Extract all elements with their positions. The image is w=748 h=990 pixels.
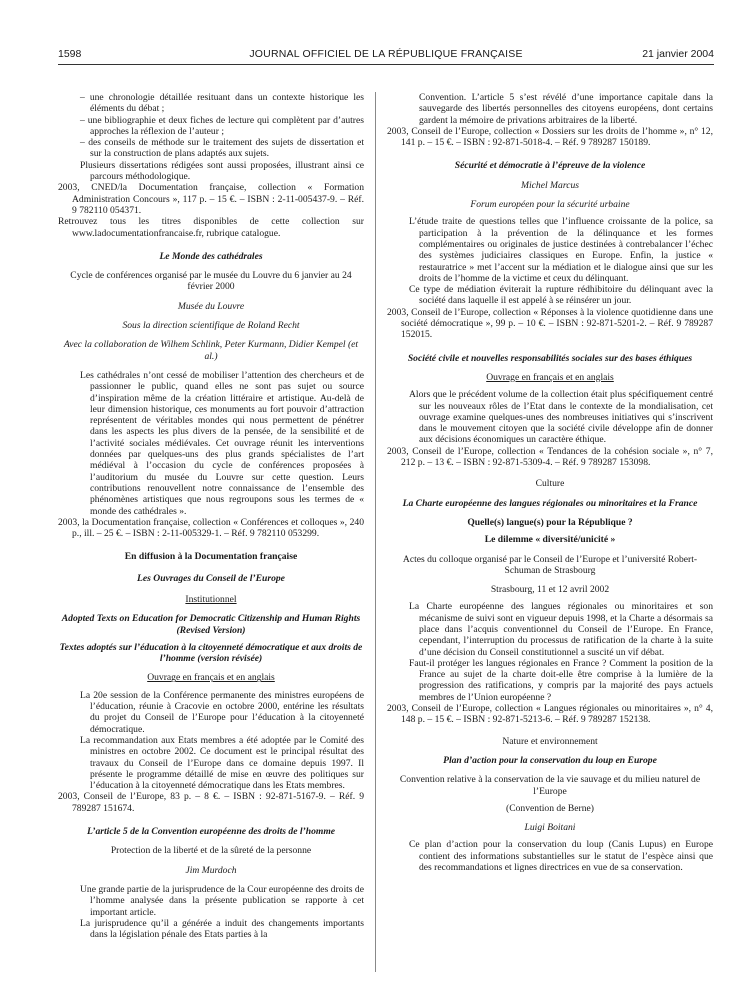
column-divider bbox=[375, 92, 376, 972]
bullet-item: – des conseils de méthode sur le traitement des sujets de dissertation et sur la construction de plans adaptés aux sujets. bbox=[80, 137, 364, 160]
book-subtitle: Cycle de conférences organisé par le musée du Louvre du 6 janvier au 24 février 2000 bbox=[70, 270, 352, 293]
book-subtitle: Protection de la liberté et de la sûreté de la personne bbox=[110, 845, 312, 857]
body-paragraph: Faut-il protéger les langues régionales en France ? Comment la position de la France au sujet de la charte doit-elle être comprise à la lumière de la progression des ratifications, y compris par la majorité des pays actuels membres de l’Union européenne ? bbox=[409, 657, 713, 703]
language-note: Ouvrage en français et en anglais bbox=[486, 371, 614, 383]
language-note: Ouvrage en français et en anglais bbox=[147, 672, 275, 684]
book-subtitle: Le dilemme « diversité/unicité » bbox=[484, 534, 616, 546]
body-paragraph: Une grande partie de la jurisprudence de la Cour européenne des droits de l’homme analysée dans la présente publication se rapporte à cet important article. bbox=[80, 883, 364, 918]
book-title: L’article 5 de la Convention européenne des droits de l’homme bbox=[86, 826, 336, 838]
body-paragraph: Les cathédrales n’ont cessé de mobiliser l’attention des chercheurs et de passionner le public, quand elles ne sont pas sujet ou source d’inspiration même de la création littéraire et artistique. Au-delà de leur dimension historique, ces monuments au fort pouvoir d’attraction représentent de véritables mondes qui nous permettent de pénétrer dans les aspects les plus divers de la pensée, de la sensibilité et de l’activité sociales médiévales. Cet ouvrage réunit les interventions données par quelques-uns des plus grands spécialistes de l’art médiéval à l’occasion du cycle de conférences proposées à l’auditorium du musée du Louvre sur cette question. Leurs contributions renouvellent notre connaissance de l’ensemble des phénomènes artistiques que nous regroupons sous les termes de « monde des cathédrales ». bbox=[80, 369, 364, 517]
book-director: Sous la direction scientifique de Roland Recht bbox=[122, 320, 300, 332]
book-author: Jim Murdoch bbox=[185, 864, 237, 876]
section-heading: En diffusion à la Documentation française bbox=[124, 551, 298, 563]
series-heading: Les Ouvrages du Conseil de l’Europe bbox=[137, 572, 285, 584]
journal-title: JOURNAL OFFICIEL DE LA RÉPUBLIQUE FRANÇAISE bbox=[249, 48, 523, 60]
body-paragraph: Ce type de médiation éviterait la rupture rédhibitoire du délinquant avec la société dans laquelle il est appelé à se réinsérer un jour. bbox=[409, 284, 713, 307]
book-description: Actes du colloque organisé par le Conseil de l’Europe et l’université Robert-Schuman de Strasbourg bbox=[402, 553, 698, 576]
body-paragraph: Alors que le précédent volume de la collection était plus spécifiquement centré sur les nouveaux rôles de l’Etat dans le contexte de la mondialisation, cet ouvrage examine quelques-unes des nombreuses initiatives qui s’inscrivent dans le mouvement citoyen que la société civile développe afin de donner aux décisions économiques un caractère éthique. bbox=[409, 389, 713, 446]
bullet-item: – une chronologie détaillée resituant dans un contexte historique les éléments du débat ; bbox=[80, 92, 364, 115]
book-title: La Charte européenne des langues régionales ou minoritaires et la France bbox=[402, 497, 698, 509]
book-subtitle: Convention relative à la conservation de la vie sauvage et du milieu naturel de l’Europe bbox=[399, 774, 701, 797]
issue-date: 21 janvier 2004 bbox=[642, 48, 714, 60]
body-paragraph: La Charte européenne des langues régionales ou minoritaires et son mécanisme de suivi sont en vigueur depuis 1998, et la Charte a désormais sa place dans l’acquis conventionnel du Conseil de l’Europe. En France, cependant, l’interruption du processus de ratification de la charte à la suite d’une décision du Conseil constitutionnel a suscité un vif débat. bbox=[409, 601, 713, 658]
book-title: Le Monde des cathédrales bbox=[159, 250, 263, 262]
book-title: Sécurité et démocratie à l’épreuve de la violence bbox=[454, 160, 646, 172]
category-heading: Culture bbox=[535, 478, 565, 490]
book-author: Luigi Boitani bbox=[524, 822, 576, 834]
book-author: Michel Marcus bbox=[521, 179, 579, 191]
book-title: Adopted Texts on Education for Democratic Citizenship and Human Rights (Revised Version) bbox=[61, 613, 361, 636]
body-paragraph: Ce plan d’action pour la conservation du loup (Canis Lupus) en Europe contient des informations substantielles sur le statut de l’espèce ainsi que des recommandations et lignes directrices en vue de sa conservation. bbox=[409, 839, 713, 874]
event-date: Strasbourg, 11 et 12 avril 2002 bbox=[490, 584, 610, 596]
book-title: Plan d’action pour la conservation du loup en Europe bbox=[443, 754, 657, 766]
collection-note: Retrouvez tous les titres disponibles de cette collection sur www.ladocumentationfrancaise.fr, rubrique catalogue. bbox=[58, 216, 364, 239]
bullet-item: – une bibliographie et deux fiches de lecture qui complètent par d’autres approches la réflexion de l’auteur ; bbox=[80, 114, 364, 137]
bibliographic-reference: 2003, Conseil de l’Europe, collection « Langues régionales ou minoritaires », n° 4, 148 p. – 15 €. – ISBN : 92-871-5213-6. – Réf. 9 789287 152138. bbox=[387, 703, 713, 726]
category-heading: Institutionnel bbox=[185, 593, 237, 605]
body-paragraph: Convention. L’article 5 s’est révélé d’une importance capitale dans la sauvegarde des libertés personnelles des citoyens européens, dont certains gardent la mémoire de privations arbitraires de la liberté. bbox=[419, 92, 713, 126]
book-organizer: Forum européen pour la sécurité urbaine bbox=[470, 199, 630, 211]
body-paragraph: Plusieurs dissertations rédigées sont aussi proposées, illustrant ainsi ce parcours méthodologique. bbox=[80, 159, 364, 183]
book-subtitle: Quelle(s) langue(s) pour la République ? bbox=[467, 516, 633, 528]
bibliographic-reference: 2003, CNED/la Documentation française, collection « Formation Administration Concours », 117 p. – 15 €. – ISBN : 2-11-005437-9. – Réf. 9 782110 054371. bbox=[58, 182, 364, 216]
page-header bbox=[58, 48, 714, 65]
body-paragraph: La 20e session de la Conférence permanente des ministres européens de l’éducation, réunie à Cracovie en octobre 2000, entérine les résultats du projet du Conseil de l’Europe pour l’éducation à la citoyenneté démocratique. bbox=[80, 689, 364, 735]
right-column bbox=[387, 92, 713, 873]
body-paragraph: La recommandation aux Etats membres a été adoptée par le Comité des ministres en octobre 2002. Ce document est le principal résultat des travaux du Conseil de l’Europe dans ce domaine depuis 1997. Il présente le programme détaillé de mise en œuvre des politiques sur l’éducation à la citoyenneté démocratique dans les Etats membres. bbox=[80, 734, 364, 792]
category-heading: Nature et environnement bbox=[502, 735, 598, 747]
book-title: Textes adoptés sur l’éducation à la citoyenneté démocratique et aux droits de l’homme (version révisée) bbox=[59, 641, 363, 665]
page-number: 1598 bbox=[58, 48, 82, 60]
bibliographic-reference: 2003, la Documentation française, collection « Conférences et colloques », 240 p., ill. – 25 €. – ISBN : 2-11-005329-1. – Réf. 9 782110 053299. bbox=[58, 516, 364, 540]
book-title: Société civile et nouvelles responsabilités sociales sur des bases éthiques bbox=[407, 352, 693, 364]
bibliographic-reference: 2003, Conseil de l’Europe, collection « Dossiers sur les droits de l’homme », n° 12, 141 p. – 15 €. – ISBN : 92-871-5018-4. – Réf. 9 789287 150189. bbox=[387, 125, 713, 149]
left-column bbox=[58, 92, 364, 940]
bibliographic-reference: 2003, Conseil de l’Europe, 83 p. – 8 €. – ISBN : 92-871-5167-9. – Réf. 9 789287 151674. bbox=[58, 791, 364, 814]
book-subtitle: (Convention de Berne) bbox=[506, 802, 594, 814]
book-organizer: Musée du Louvre bbox=[177, 300, 245, 312]
book-collaborators: Avec la collaboration de Wilhem Schlink, Peter Kurmann, Didier Kempel (et al.) bbox=[63, 339, 359, 362]
bibliographic-reference: 2003, Conseil de l’Europe, collection « Tendances de la cohésion sociale », n° 7, 212 p. – 13 €. – ISBN : 92-871-5309-4. – Réf. 9 789287 153098. bbox=[387, 445, 713, 469]
bibliographic-reference: 2003, Conseil de l’Europe, collection « Réponses à la violence quotidienne dans une société démocratique », 99 p. – 10 €. – ISBN : 92-871-5201-2. – Réf. 9 789287 152015. bbox=[387, 306, 713, 341]
body-paragraph: La jurisprudence qu’il a générée a induit des changements importants dans la législation pénale des Etats parties à la bbox=[80, 917, 364, 941]
body-paragraph: L’étude traite de questions telles que l’influence croissante de la police, sa participation à la prévention de la délinquance et les formes complémentaires ou originales de justice destinées à contrebalancer l’échec des systèmes judiciaires classiques en Europe. Enfin, la justice « restauratrice » met l’accent sur la médiation et le dialogue ainsi que sur les droits de l’homme de la victime et ceux du délinquant. bbox=[409, 216, 713, 284]
